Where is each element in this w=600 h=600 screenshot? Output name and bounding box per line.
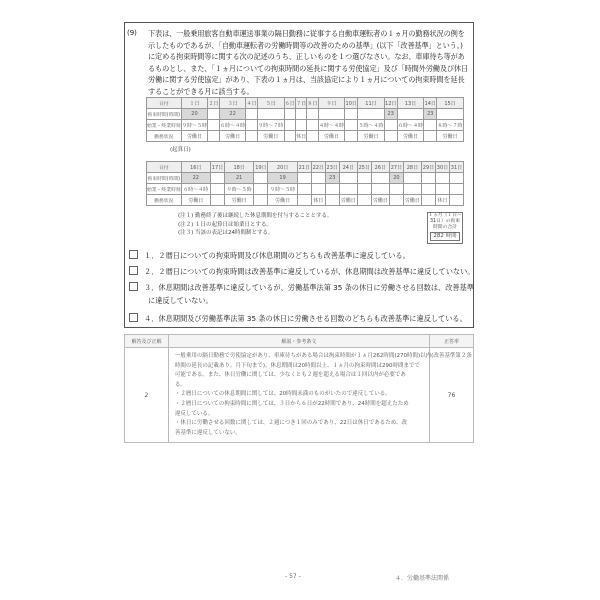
schedule-cell: 22: [181, 173, 210, 184]
schedule-cell: 20: [389, 173, 403, 184]
schedule-cell: [297, 173, 311, 184]
schedule-cell: ９時〜５時: [224, 184, 253, 195]
schedule-cell: [211, 195, 225, 206]
checkbox[interactable]: [129, 282, 138, 291]
schedule-row-hours: [147, 173, 464, 184]
schedule-cell: 24日: [339, 162, 357, 173]
row-label: 勤務状況: [147, 131, 182, 142]
schedule-table-second-half: [146, 161, 464, 206]
schedule-cell: ８時〜７時: [437, 120, 464, 131]
explanation-line: ・２暦日についての拘束時間に関しては、３日から６日が22時間であり、24時間を超えたため: [174, 400, 409, 407]
schedule-cell: 10日: [345, 98, 358, 109]
schedule-cell: [449, 184, 463, 195]
schedule-cell: [358, 109, 385, 120]
schedule-row-status: [147, 131, 464, 142]
table-notes: [178, 212, 333, 238]
row-label: 日付: [147, 98, 182, 109]
schedule-table-first-half: [146, 97, 464, 142]
schedule-row-status: [147, 195, 464, 206]
schedule-cell: 労働日: [224, 195, 253, 206]
schedule-cell: 労働日: [437, 131, 464, 142]
explanation-line: ・休日に労働させる回数に関しては、２週につき１回のみであり、22日は休日であるため、改: [174, 420, 408, 427]
schedule-cell: [254, 173, 268, 184]
schedule-cell: 労働日: [181, 195, 210, 206]
table-note: (注３) 当該の表記は24時間制とする。: [178, 230, 274, 236]
schedule-cell: [435, 173, 449, 184]
answer-header: 解答及び正解: [125, 335, 169, 348]
schedule-cell: 30日: [435, 162, 449, 173]
checkbox[interactable]: [129, 266, 138, 275]
schedule-cell: 31日: [449, 162, 463, 173]
schedule-cell: 休日: [295, 131, 306, 142]
schedule-cell: [297, 184, 311, 195]
schedule-cell: ９時〜５時: [181, 120, 208, 131]
schedule-cell: [339, 173, 357, 184]
question-line: 下表は、一般乗用旅客自動車運送事業の隔日勤務に従事する自動車運転者の１ヵ月の勤務状況の例を: [148, 29, 465, 38]
schedule-cell: [371, 173, 389, 184]
explanation-line: 時間の延長の記載あり。月下旬まで)。休息期間は20時間以上、１ヵ月の拘束時間は290時間までで: [174, 362, 421, 369]
choice-4[interactable]: [129, 313, 467, 324]
schedule-cell: [345, 120, 358, 131]
schedule-cell: 18日: [224, 162, 253, 173]
schedule-cell: [389, 184, 403, 195]
explanation-line: る。: [174, 381, 186, 388]
schedule-row-dates: [147, 98, 464, 109]
schedule-cell: [246, 131, 257, 142]
schedule-row-start-end: [147, 120, 464, 131]
question-line: 示したものであるが、「自動車運転者の労働時間等の改善のための基準」(以下「改善基準」という。): [148, 40, 463, 50]
schedule-cell: 17日: [211, 162, 225, 173]
schedule-cell: [208, 131, 219, 142]
schedule-cell: 労働日: [318, 131, 345, 142]
correct-rate: 76: [429, 348, 473, 443]
schedule-cell: ９時〜７時: [257, 120, 284, 131]
schedule-cell: [357, 195, 371, 206]
schedule-cell: [311, 184, 325, 195]
schedule-cell: 23: [384, 109, 397, 120]
schedule-cell: 16日: [181, 162, 210, 173]
checkbox[interactable]: [129, 250, 138, 259]
answer-value: 2: [125, 348, 169, 443]
schedule-cell: ３日: [219, 98, 246, 109]
schedule-cell: 23日: [325, 162, 339, 173]
schedule-cell: ５日: [257, 98, 284, 109]
schedule-cell: ６時〜４時: [397, 120, 424, 131]
question-number: (9): [127, 29, 137, 37]
schedule-cell: [254, 184, 268, 195]
schedule-cell: [389, 195, 403, 206]
schedule-cell: [384, 131, 397, 142]
schedule-cell: [246, 109, 257, 120]
schedule-cell: [421, 173, 435, 184]
explanation-line: ・２暦日についての休息期間に関しては、20時間未満のものがいたので違反している。: [174, 391, 391, 398]
schedule-cell: [318, 109, 345, 120]
schedule-cell: [307, 131, 318, 142]
schedule-cell: 14日: [424, 98, 437, 109]
schedule-row-start-end: [147, 184, 464, 195]
schedule-cell: [295, 120, 306, 131]
schedule-row-hours: [147, 109, 464, 120]
schedule-cell: 21日: [297, 162, 311, 173]
schedule-cell: 27日: [389, 162, 403, 173]
schedule-cell: 労働日: [397, 131, 424, 142]
question-line: に定める拘束時間等に関する次の記述のうち、正しいものを１つ選びなさい。なお、車庫待ち等があ: [148, 52, 465, 62]
schedule-cell: ９日: [318, 98, 345, 109]
schedule-cell: [371, 184, 389, 195]
choice-3-continued: に違反していない。: [148, 296, 213, 305]
question-line: することができる月に該当する。: [148, 86, 254, 96]
schedule-cell: [421, 195, 435, 206]
choice-1[interactable]: [129, 250, 410, 261]
question-line: 労働に関する労使協定」があり、下表の１ヵ月は、当該協定により１ヵ月についての拘束時間を延長: [148, 75, 465, 85]
schedule-cell: ５時〜４時: [358, 120, 385, 131]
schedule-cell: 12日: [384, 98, 397, 109]
schedule-cell: 休日: [311, 195, 325, 206]
schedule-cell: 23: [424, 109, 437, 120]
schedule-cell: ６時〜４時: [181, 184, 210, 195]
schedule-cell: 20: [181, 109, 208, 120]
schedule-cell: [449, 195, 463, 206]
row-label: 始業・終業時刻: [147, 120, 182, 131]
schedule-cell: [208, 109, 219, 120]
schedule-cell: [424, 120, 437, 131]
schedule-cell: 15日: [437, 98, 464, 109]
schedule-cell: [284, 109, 295, 120]
schedule-cell: [208, 120, 219, 131]
choice-text: １．２暦日についての拘束時間及び休息期間のどちらも改善基準に違反している。: [144, 251, 410, 260]
schedule-cell: [246, 120, 257, 131]
schedule-cell: 25日: [357, 162, 371, 173]
schedule-cell: 休日: [435, 195, 449, 206]
schedule-cell: 23: [325, 173, 339, 184]
schedule-cell: ６日: [284, 98, 295, 109]
choice-text: ２．２暦日についての拘束時間は改善基準に違反しているが、休息期間は改善基準に違反していない。: [144, 267, 475, 276]
choice-2[interactable]: [129, 266, 475, 277]
schedule-cell: [257, 109, 284, 120]
schedule-cell: 19: [268, 173, 297, 184]
schedule-cell: [307, 109, 318, 120]
schedule-cell: [307, 120, 318, 131]
row-label: 勤務状況: [147, 195, 182, 206]
schedule-cell: [357, 184, 371, 195]
row-label: 拘束時間(時間): [147, 109, 182, 120]
schedule-cell: [284, 120, 295, 131]
monthly-total-hours: 282 時間: [430, 232, 460, 241]
schedule-cell: １日: [181, 98, 208, 109]
schedule-cell: [437, 109, 464, 120]
monthly-total-label: １ヵ月（１日〜31日）の拘束時間の合計: [428, 213, 462, 230]
schedule-cell: 22日: [311, 162, 325, 173]
schedule-cell: 28日: [403, 162, 421, 173]
question-text: [148, 28, 466, 98]
schedule-cell: ４日: [246, 98, 257, 109]
explanation-line: 一般乗用の隔日勤務で労使協定があり、車庫待ちがある場合は拘束時間が１ヵ月262時間(270時間)以内(改善基準第２条: [174, 353, 472, 359]
schedule-cell: 11日: [358, 98, 385, 109]
schedule-cell: 労働日: [257, 131, 284, 142]
schedule-cell: [295, 109, 306, 120]
schedule-cell: 29日: [421, 162, 435, 173]
explanation-table: [124, 334, 474, 443]
checkbox[interactable]: [129, 313, 138, 322]
schedule-cell: [435, 184, 449, 195]
schedule-cell: [345, 131, 358, 142]
schedule-cell: [254, 195, 268, 206]
row-label: 始業・終業時刻: [147, 184, 182, 195]
schedule-cell: [357, 173, 371, 184]
start-day-note: (起算日): [170, 147, 191, 153]
explanation-line: 可能である。また、休日労働に関しては、少なくとも２週を超える場合は１回以内が必要であ: [174, 372, 406, 379]
schedule-cell: 労働日: [219, 131, 246, 142]
schedule-cell: [397, 109, 424, 120]
schedule-cell: 13日: [397, 98, 424, 109]
schedule-cell: ２日: [208, 98, 219, 109]
schedule-cell: [284, 131, 295, 142]
schedule-cell: 20日: [268, 162, 297, 173]
schedule-cell: [325, 184, 339, 195]
schedule-cell: 労働日: [358, 131, 385, 142]
schedule-cell: [449, 173, 463, 184]
choice-3[interactable]: [129, 282, 474, 293]
schedule-cell: 労働日: [339, 195, 357, 206]
schedule-cell: 26日: [371, 162, 389, 173]
schedule-cell: 22: [219, 109, 246, 120]
schedule-cell: [403, 184, 421, 195]
schedule-cell: ８日: [307, 98, 318, 109]
schedule-cell: 労働日: [268, 195, 297, 206]
schedule-cell: ４時〜４時: [318, 120, 345, 131]
schedule-cell: ９時〜５時: [268, 184, 297, 195]
schedule-cell: [311, 173, 325, 184]
explanation-line: 善基準に違反していない。: [174, 429, 241, 436]
schedule-cell: [345, 109, 358, 120]
schedule-cell: [421, 184, 435, 195]
schedule-cell: [339, 184, 357, 195]
schedule-cell: 21: [224, 173, 253, 184]
schedule-cell: 労働日: [181, 131, 208, 142]
explanation-line: 違反している。: [174, 410, 214, 417]
schedule-cell: [325, 195, 339, 206]
row-label: 日付: [147, 162, 182, 173]
question-line: るものとし、また、「１ヵ月についての拘束時間の延長に関する労使協定」及び「時間外労働及び休日: [148, 63, 468, 73]
page-number: - 57 -: [285, 573, 301, 580]
section-title: ４．労働基準法関係: [395, 575, 450, 582]
table-note: (注２) １日の起算日は始業日とする。: [178, 221, 273, 228]
schedule-cell: [424, 131, 437, 142]
row-label: 拘束時間(時間): [147, 173, 182, 184]
rate-header: 正答率: [429, 335, 473, 348]
schedule-cell: 労働日: [371, 195, 389, 206]
schedule-cell: 労働日: [403, 195, 421, 206]
table-note: (注１) 勤務終了後は継続した休息期間を付与することとする。: [178, 213, 333, 219]
explanation-header: 解説・参考条文: [168, 335, 429, 348]
schedule-cell: ６時〜４時: [219, 120, 246, 131]
schedule-cell: [384, 120, 397, 131]
schedule-cell: [211, 173, 225, 184]
schedule-row-dates: [147, 162, 464, 173]
choice-text: ４．休息期間及び労働基準法第 35 条の休日に労働させる回数のどちらも改善基準に違反している。: [144, 314, 467, 323]
monthly-total-box: [427, 212, 463, 244]
schedule-cell: [403, 173, 421, 184]
schedule-cell: [211, 184, 225, 195]
schedule-cell: [297, 195, 311, 206]
choice-text: ３．休息期間は改善基準に違反しているが、労働基準法第 35 条の休日に労働させる回数は、改善基準: [144, 283, 474, 292]
schedule-cell: ７日: [295, 98, 306, 109]
schedule-cell: 19日: [254, 162, 268, 173]
